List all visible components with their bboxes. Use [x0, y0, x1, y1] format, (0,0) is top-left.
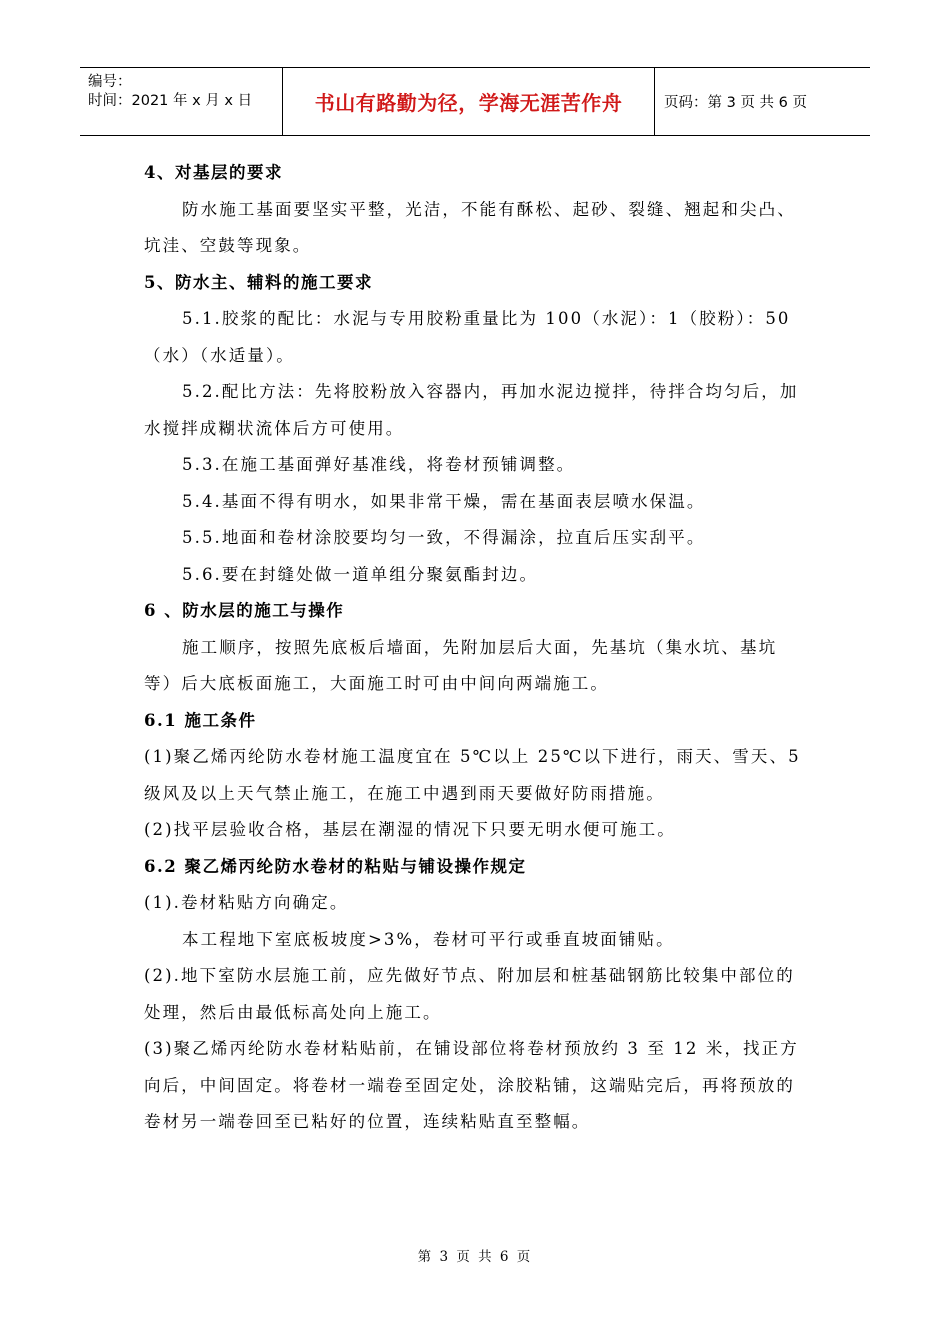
paragraph: (2)找平层验收合格，基层在潮湿的情况下只要无明水便可施工。	[144, 820, 676, 839]
paragraph: (3)聚乙烯丙纶防水卷材粘贴前，在铺设部位将卷材预放约 3 至 12 米，找正方向后，中间固定。将卷材一端卷至固定处，涂胶粘铺，这端贴完后，再将预放的卷材另一端卷回至已粘好的位置，连续粘贴直至整幅。	[144, 1039, 799, 1131]
paragraph: 施工顺序，按照先底板后墙面，先附加层后大面，先基坑（集水坑、基坑等）后大底板面施工，大面施工时可由中间向两端施工。	[144, 637, 778, 693]
paragraph: 5.4.基面不得有明水，如果非常干燥，需在基面表层喷水保温。	[182, 491, 706, 511]
paragraph: 5.1.胶浆的配比：水泥与专用胶粉重量比为 100（水泥）：1（胶粉）：50（水）（水适量）。	[144, 309, 791, 365]
page-header	[80, 67, 870, 136]
section-heading-6: 6 、防水层的施工与操作	[144, 601, 345, 620]
paragraph: 防水施工基面要坚实平整，光洁，不能有酥松、起砂、裂缝、翘起和尖凸、坑洼、空鼓等现象。	[144, 199, 796, 255]
paragraph: 5.6.要在封缝处做一道单组分聚氨酯封边。	[182, 564, 539, 584]
date-text: 时间：2021 年 x 月 x 日	[88, 93, 253, 109]
page-footer: 第 3 页 共 6 页	[417, 1249, 533, 1265]
section-heading-4: 4、对基层的要求	[144, 163, 283, 182]
paragraph: 5.5.地面和卷材涂胶要均匀一致，不得漏涂，拉直后压实刮平。	[182, 528, 706, 547]
document-body	[144, 155, 806, 1141]
header-page-number: 页码：第 3 页 共 6 页	[664, 95, 807, 111]
code-label: 编号：	[88, 74, 132, 90]
section-heading-6-1: 6.1 施工条件	[144, 710, 257, 730]
paragraph: 本工程地下室底板坡度>3%，卷材可平行或垂直坡面铺贴。	[182, 929, 675, 949]
paragraph: 5.2.配比方法：先将胶粉放入容器内，再加水泥边搅拌，待拌合均匀后，加水搅拌成糊状流体后方可使用。	[144, 382, 799, 438]
header-motto: 书山有路勤为径，学海无涯苦作舟	[282, 68, 655, 135]
section-heading-5: 5、防水主、辅料的施工要求	[144, 272, 373, 292]
header-meta	[80, 68, 282, 135]
paragraph: (2).地下室防水层施工前，应先做好节点、附加层和桩基础钢筋比较集中部位的处理，然后由最低标高处向上施工。	[144, 966, 795, 1022]
section-heading-6-2: 6.2 聚乙烯丙纶防水卷材的粘贴与铺设操作规定	[144, 856, 527, 876]
paragraph: (1).卷材粘贴方向确定。	[144, 893, 349, 912]
paragraph: 5.3.在施工基面弹好基准线，将卷材预铺调整。	[182, 455, 576, 474]
paragraph: (1)聚乙烯丙纶防水卷材施工温度宜在 5℃以上 25℃以下进行，雨天、雪天、5级风及以上天气禁止施工，在施工中遇到雨天要做好防雨措施。	[144, 747, 801, 803]
